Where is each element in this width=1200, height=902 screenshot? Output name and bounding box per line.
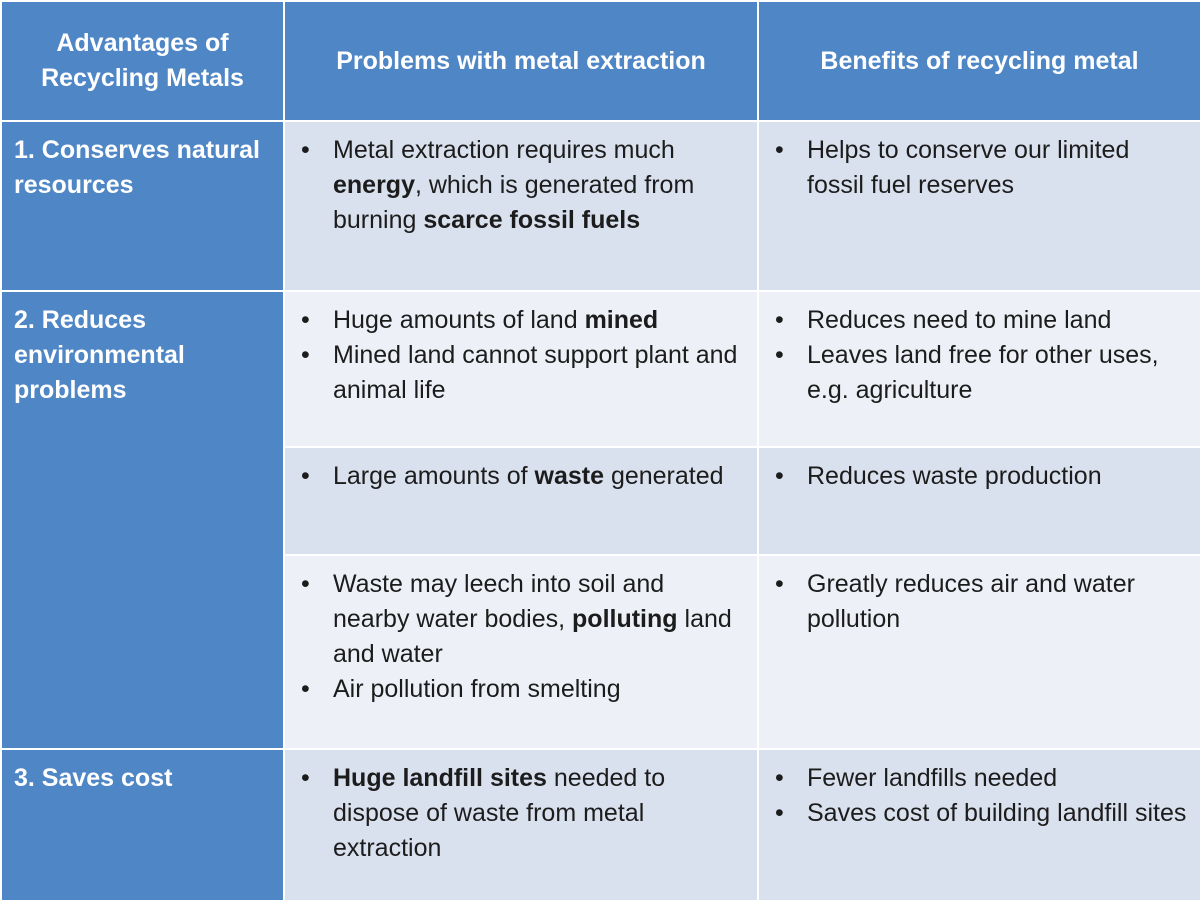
bullet-icon: • [301,570,310,598]
table-row [1,749,1200,901]
text-run: , which is generated from burning [333,171,695,234]
text-run: Metal extraction requires much [333,136,675,164]
advantage-saves-cost: 3. Saves cost [1,749,284,901]
problems-cell [284,555,758,749]
text-run: Huge amounts of land [333,306,585,334]
text-run: land and water [333,605,732,668]
text-run: Fewer landfills needed [807,764,1058,792]
list-item [297,459,745,494]
text-run: Reduces waste production [807,462,1102,490]
bold-text: Huge landfill sites [333,764,547,792]
text-run: Waste may leech into soil and nearby water bodies, [333,570,665,633]
bullet-icon: • [301,136,310,164]
text-run: Helps to conserve our limited fossil fuel reserves [807,136,1130,199]
text-run: Reduces need to mine land [807,306,1112,334]
text-run: generated [604,462,724,490]
bullet-list [297,761,745,866]
bullet-list [771,133,1188,203]
header-problems: Problems with metal extraction [284,1,758,121]
bullet-list [297,567,745,707]
benefits-cell [758,447,1200,555]
list-item [297,303,745,338]
text-run: Saves cost of building landfill sites [807,799,1187,827]
header-row [1,1,1200,121]
list-item [771,303,1188,338]
text-run: Large amounts of [333,462,535,490]
text-run: Leaves land free for other uses, e.g. agriculture [807,341,1159,404]
bullet-list [771,761,1188,831]
bullet-icon: • [775,306,784,334]
bold-text: waste [534,462,604,490]
bold-text: scarce fossil fuels [423,206,641,234]
problems-cell [284,749,758,901]
table-row [1,291,1200,447]
bullet-icon: • [301,341,310,369]
bullet-list [771,567,1188,637]
bold-text: energy [333,171,415,199]
bullet-icon: • [301,306,310,334]
bullet-icon: • [775,764,784,792]
bullet-icon: • [775,799,784,827]
bullet-list [771,459,1188,494]
bullet-icon: • [301,764,310,792]
list-item [771,133,1188,203]
list-item [771,567,1188,637]
advantage-conserves-resources: 1. Conserves natural resources [1,121,284,291]
list-item [297,567,745,672]
text-run: Air pollution from smelting [333,675,621,703]
list-item [771,459,1188,494]
bold-text: polluting [572,605,678,633]
bullet-icon: • [775,136,784,164]
header-benefits: Benefits of recycling metal [758,1,1200,121]
list-item [771,338,1188,408]
bullet-list [771,303,1188,408]
benefits-cell [758,121,1200,291]
advantage-reduces-environmental-problems: 2. Reduces environmental problems [1,291,284,749]
list-item [771,761,1188,796]
bullet-icon: • [775,341,784,369]
table-row [1,121,1200,291]
list-item [297,133,745,238]
list-item [297,672,745,707]
bullet-list [297,133,745,238]
benefits-cell [758,291,1200,447]
problems-cell [284,121,758,291]
text-run: needed to dispose of waste from metal extraction [333,764,666,862]
bullet-icon: • [775,570,784,598]
bullet-list [297,459,745,494]
problems-cell [284,447,758,555]
list-item [297,338,745,408]
header-advantages: Advantages of Recycling Metals [1,1,284,121]
bullet-icon: • [301,675,310,703]
benefits-cell [758,749,1200,901]
bullet-icon: • [301,462,310,490]
benefits-cell [758,555,1200,749]
list-item [297,761,745,866]
list-item [771,796,1188,831]
text-run: Mined land cannot support plant and animal life [333,341,738,404]
bullet-list [297,303,745,408]
bold-text: mined [584,306,659,334]
problems-cell [284,291,758,447]
text-run: Greatly reduces air and water pollution [807,570,1135,633]
bullet-icon: • [775,462,784,490]
